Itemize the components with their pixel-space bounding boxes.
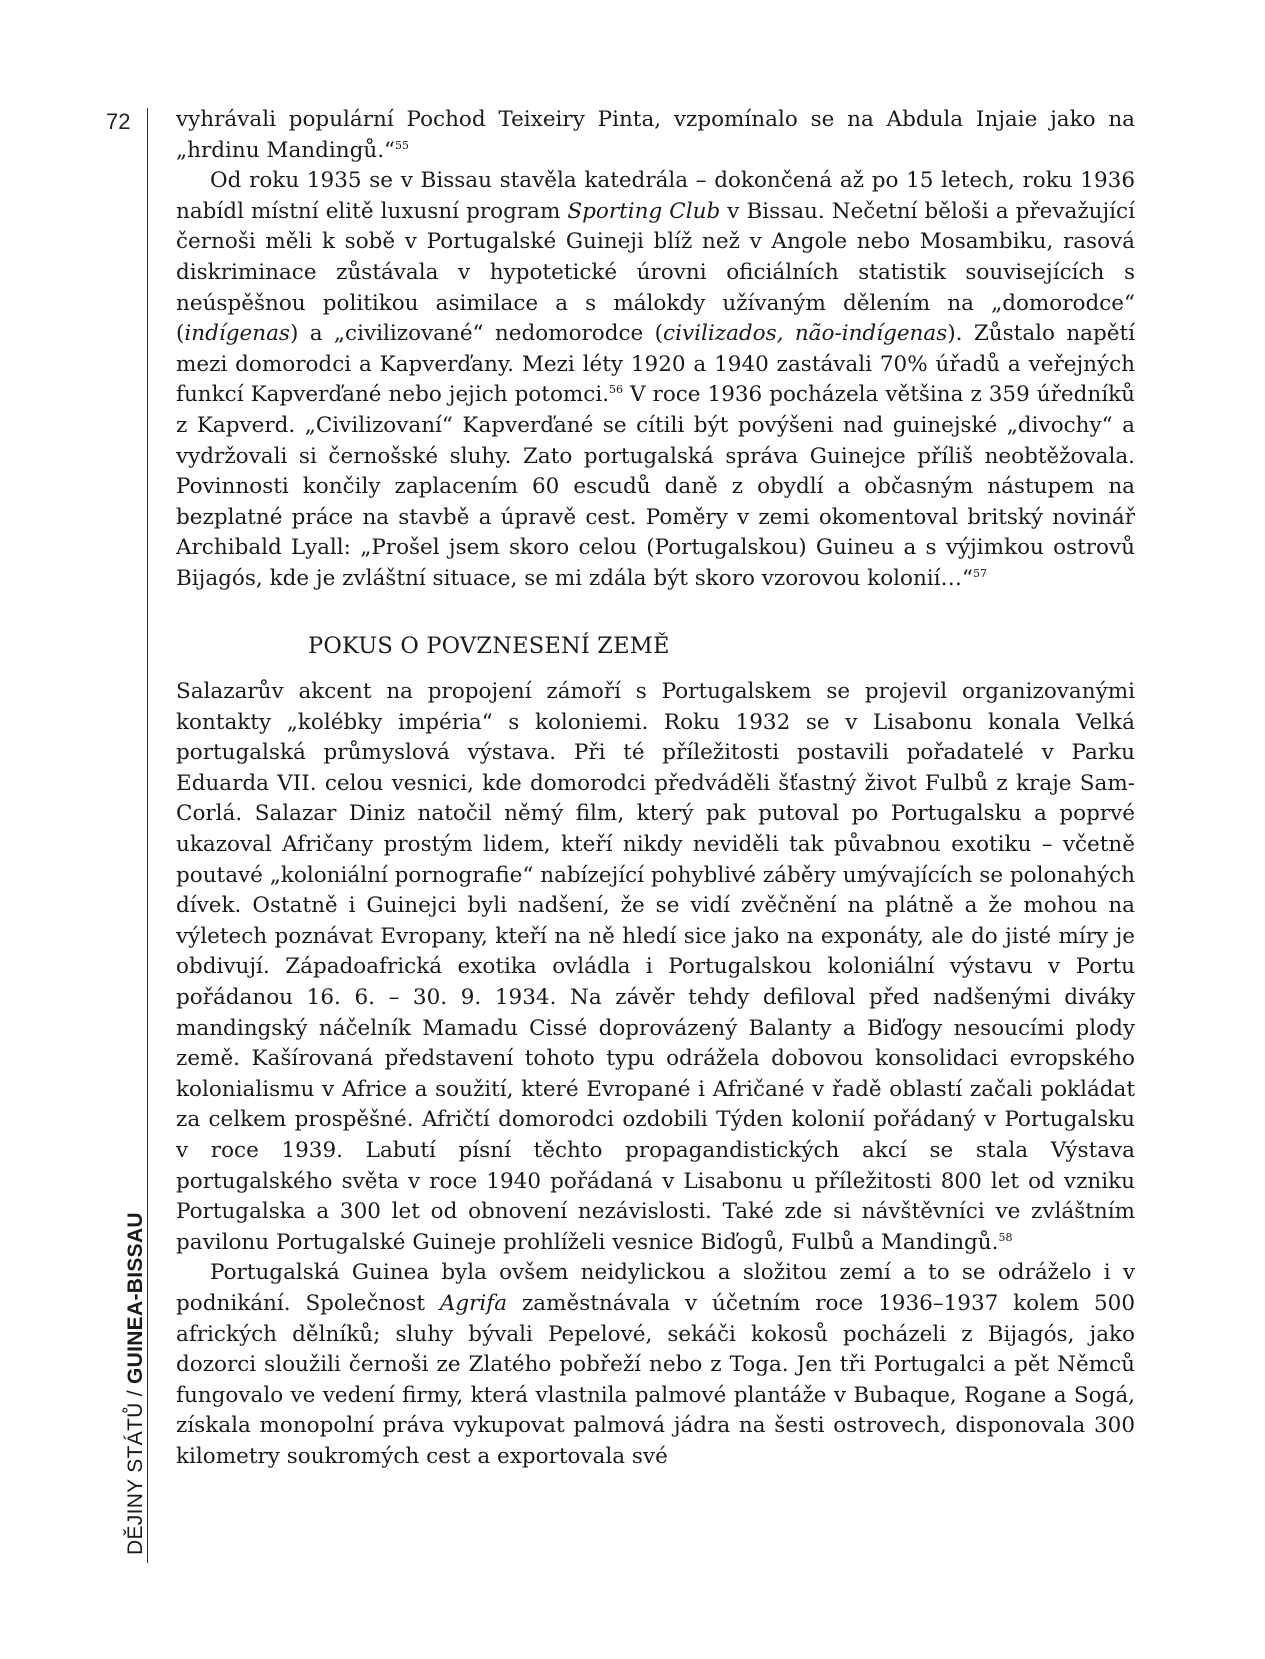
footnote-ref: 58 bbox=[998, 1230, 1013, 1244]
footnote-ref: 57 bbox=[973, 566, 988, 580]
page-number: 72 bbox=[106, 109, 131, 134]
paragraph-text: zaměstnávala v účetním roce 1936–1937 kolem 500 afrických dělníků; sluhy bývali Pepelové, sekáči kokosů pocházeli z Bijagós, jako dozorci sloužili černoši ze Zlatého pobřeží nebo z Toga. Jen tři Portugalci a pět Němců fungovalo ve vedení firmy, která vlastnila palmové plantáže v Bubaque, Rogane a Sogá, získala monopolní práva vykupovat palmová jádra na šesti ostrovech, disponovala 300 kilometry soukromých cest a exportovala své bbox=[176, 1290, 1136, 1469]
paragraph-text: Od roku 1935 se v Bissau stavěla katedrála – dokončená až po 15 letech, roku 1936 nabídl místní elitě luxusní program bbox=[176, 168, 1135, 224]
running-head-prefix: DĚJINY STÁTŮ / bbox=[124, 1384, 147, 1555]
running-head bbox=[124, 1212, 148, 1555]
paragraph-text: vyhrávali populární Pochod Teixeiry Pinta, vzpomínalo se na Abdula Injaie jako na „hrdinu Mandingů.“ bbox=[176, 107, 1135, 163]
paragraph bbox=[176, 1258, 1135, 1472]
paragraph-text: Portugalská Guinea byla ovšem neidylickou a složitou zemí a to se odráželo i v podnikání. Společnost bbox=[176, 1260, 1135, 1316]
paragraph-text: V roce 1936 pocházela většina z 359 úředníků z Kapverd. „Civilizovaní“ Kapverďané se cítili být povýšeni nad guinejské „divochy“ a vydržovali si černošské sluhy. Zato portugalská správa Guinejce příliš neobtěžovala. Povinnosti končily zaplacením 60 escudů daně z obydlí a občasným nástupem na bezplatné práce na stavbě a úpravě cest. Poměry v zemi okomentoval britský novinář Archibald Lyall: „Prošel jsem skoro celou (Portugalskou) Guineu a s výjimkou ostrovů Bijagós, kde je zvláštní situace, se mi zdála být skoro vzorovou kolonií…“ bbox=[176, 382, 1135, 591]
italic-term: indígenas bbox=[184, 321, 290, 347]
italic-term: civilizados, não-indígenas bbox=[663, 321, 948, 347]
footnote-ref: 55 bbox=[395, 138, 410, 152]
running-head-title: GUINEA-BISSAU bbox=[124, 1212, 147, 1385]
paragraph-text: v Bissau. Nečetní běloši a převažující černoši měli k sobě v Portugalské Guineji blíž než v Angole nebo Mosambiku, rasová diskriminace zůstávala v hypotetické úrovni oficiálních statistik souvisejících s neúspěšnou politikou asimilace a s málokdy užívaným dělením na „domorodce“ ( bbox=[176, 198, 1135, 347]
section-heading: POKUS O POVZNESENÍ ZEMĚ bbox=[308, 632, 670, 659]
paragraph bbox=[176, 677, 1135, 1258]
paragraph bbox=[176, 105, 1135, 166]
text-block bbox=[176, 105, 1135, 1473]
paragraph-text: Salazarův akcent na propojení zámoří s Portugalskem se projevil organizovanými kontakty „kolébky impéria“ s koloniemi. Roku 1932 se v Lisabonu konala Velká portugalská průmyslová výstava. Při té příležitosti postavili pořadatelé v Parku Eduarda VII. celou vesnici, kde domorodci předváděli šťastný život Fulbů z kraje Sam-Corlá. Salazar Diniz natočil němý film, který pak putoval po Portugalsku a poprvé ukazoval Afričany prostým lidem, kteří nikdy neviděli tak půvabnou exotiku – včetně poutavé „koloniální pornografie“ nabízející pohyblivé záběry umývajících se polonahých dívek. Ostatně i Guinejci byli nadšení, že se vidí zvěčnění na plátně a že mohou na výletech poznávat Evropany, kteří na ně hledí sice jako na exponáty, ale do jisté míry je obdivují. Západoafrická exotika ovládla i Portugalskou koloniální výstavu v Portu pořádanou 16. 6. – 30. 9. 1934. Na závěr tehdy defiloval před nadšenými diváky mandingský náčelník Mamadu Cissé doprovázený Balanty a Biďogy nesoucími plody země. Kašírovaná představení tohoto typu odrážela dobovou konsolidaci evropského kolonialismu v Africe a soužití, které Evropané i Afričané v řadě oblastí začali pokládat za celkem prospěšné. Afričtí domorodci ozdobili Týden kolonií pořádaný v Portugalsku v roce 1939. Labutí písní těchto propagandistických akcí se stala Výstava portugalského světa v roce 1940 pořádaná v Lisabonu u příležitosti 800 let od vzniku Portugalska a 300 let od obnovení nezávislosti. Také zde si návštěvníci ve zvláštním pavilonu Portugalské Guineje prohlíželi vesnice Biďogů, Fulbů a Mandingů. bbox=[176, 679, 1135, 1255]
paragraph-text: ) a „civilizované“ nedomorodce ( bbox=[289, 321, 664, 347]
paragraph bbox=[176, 166, 1135, 594]
paragraph-text: ). Zůstalo napětí mezi domorodci a Kapverďany. Mezi léty 1920 a 1940 zastávali 70% úřadů a veřejných funkcí Kapverďané nebo jejich potomci. bbox=[176, 321, 1136, 408]
footnote-ref: 56 bbox=[609, 383, 624, 397]
italic-term: Sporting Club bbox=[567, 198, 721, 224]
italic-term: Agrifa bbox=[439, 1290, 508, 1316]
